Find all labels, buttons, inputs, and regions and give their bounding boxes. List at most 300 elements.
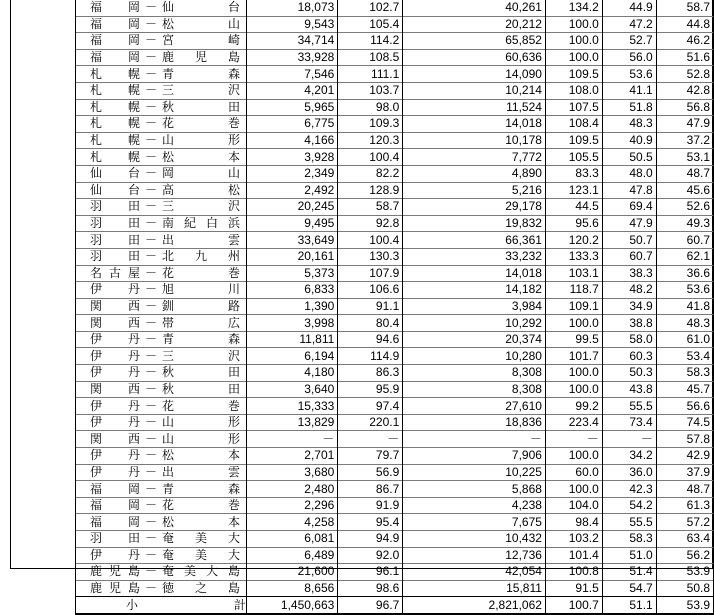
value-cell-v2: 80.4 bbox=[338, 315, 403, 332]
route-origin: 伊 丹 bbox=[90, 464, 140, 479]
value-cell-v4: 99.5 bbox=[545, 331, 602, 348]
value-cell-v3: 10,292 bbox=[403, 315, 546, 332]
route-origin: 伊 丹 bbox=[90, 398, 140, 413]
route-cell bbox=[76, 0, 247, 16]
value-cell-v2: 56.9 bbox=[338, 464, 403, 481]
route-origin: 鹿 児 島 bbox=[90, 564, 140, 579]
route-origin: 札 幌 bbox=[90, 116, 140, 131]
value-cell-v6: 47.9 bbox=[656, 116, 713, 133]
value-cell-v6: 52.8 bbox=[656, 66, 713, 83]
value-cell-v4: 103.2 bbox=[545, 531, 602, 548]
table-row bbox=[76, 215, 714, 232]
value-cell-v2: 86.3 bbox=[338, 365, 403, 382]
route-dash: － bbox=[144, 381, 157, 396]
route-destination: 花 巻 bbox=[162, 265, 240, 280]
route-destination: 仙 台 bbox=[162, 0, 240, 15]
route-destination: 奄 美 大 bbox=[162, 547, 240, 562]
route-dash: － bbox=[144, 315, 157, 330]
table-row bbox=[76, 514, 714, 531]
route-cell bbox=[76, 580, 247, 597]
route-cell bbox=[76, 531, 247, 548]
value-cell-v6: 48.7 bbox=[656, 165, 713, 182]
value-cell-v5: － bbox=[602, 431, 656, 448]
table-row bbox=[76, 564, 714, 581]
value-cell-v4: 118.7 bbox=[545, 282, 602, 299]
route-origin: 札 幌 bbox=[90, 66, 140, 81]
value-cell-v3: 14,090 bbox=[403, 66, 546, 83]
route-dash: － bbox=[144, 83, 157, 98]
table-row bbox=[76, 298, 714, 315]
value-cell-v6: 53.1 bbox=[656, 149, 713, 166]
route-cell bbox=[76, 497, 247, 514]
route-origin: 羽 田 bbox=[90, 232, 140, 247]
route-cell bbox=[76, 49, 247, 66]
value-cell-v3: 5,216 bbox=[403, 182, 546, 199]
value-cell-v1: 7,546 bbox=[247, 66, 338, 83]
route-origin: 関 西 bbox=[90, 298, 140, 313]
value-cell-v6: 42.9 bbox=[656, 448, 713, 465]
value-cell-v2: 94.9 bbox=[338, 531, 403, 548]
value-cell-v4: 223.4 bbox=[545, 414, 602, 431]
route-origin: 福 岡 bbox=[90, 16, 140, 31]
left-outer-border bbox=[10, 0, 11, 568]
value-cell-v3: 60,636 bbox=[403, 49, 546, 66]
value-cell-v3: 12,736 bbox=[403, 547, 546, 564]
value-cell-v2: 102.7 bbox=[338, 0, 403, 16]
value-cell-v5: 34.2 bbox=[602, 448, 656, 465]
value-cell-v5: 47.8 bbox=[602, 182, 656, 199]
value-cell-v1: 2,296 bbox=[247, 497, 338, 514]
route-cell bbox=[76, 149, 247, 166]
route-destination: 松 本 bbox=[162, 448, 240, 463]
value-cell-v1: 6,081 bbox=[247, 531, 338, 548]
value-cell-v4: 100.0 bbox=[545, 448, 602, 465]
value-cell-v1: 34,714 bbox=[247, 33, 338, 50]
route-destination: 帯 広 bbox=[162, 315, 240, 330]
value-cell-v1: 1,390 bbox=[247, 298, 338, 315]
value-cell-v1: 2,349 bbox=[247, 165, 338, 182]
route-cell bbox=[76, 315, 247, 332]
value-cell-v1: 6,775 bbox=[247, 116, 338, 133]
value-cell-v6: 37.9 bbox=[656, 464, 713, 481]
route-cell bbox=[76, 132, 247, 149]
route-origin: 札 幌 bbox=[90, 83, 140, 98]
route-destination: 岡 山 bbox=[162, 166, 240, 181]
value-cell-v2: 114.9 bbox=[338, 348, 403, 365]
route-dash: － bbox=[144, 298, 157, 313]
route-origin: 羽 田 bbox=[90, 249, 140, 264]
route-origin: 伊 丹 bbox=[90, 365, 140, 380]
table-row bbox=[76, 381, 714, 398]
route-destination: 秋 田 bbox=[162, 365, 240, 380]
value-cell-v1: 33,649 bbox=[247, 232, 338, 249]
route-cell bbox=[76, 547, 247, 564]
value-cell-v2: 107.9 bbox=[338, 265, 403, 282]
table-row bbox=[76, 132, 714, 149]
value-cell-v3: 40,261 bbox=[403, 0, 546, 16]
route-destination: 秋 田 bbox=[162, 99, 240, 114]
route-destination: 松 山 bbox=[162, 16, 240, 31]
value-cell-v1: 20,245 bbox=[247, 199, 338, 216]
route-cell bbox=[76, 564, 247, 581]
route-cell bbox=[76, 33, 247, 50]
route-stats-table bbox=[75, 0, 714, 615]
value-cell-v3: 8,308 bbox=[403, 381, 546, 398]
subtotal-v3: 2,821,062 bbox=[403, 597, 546, 614]
route-destination: 花 巻 bbox=[162, 498, 240, 513]
route-cell bbox=[76, 448, 247, 465]
value-cell-v4: 101.7 bbox=[545, 348, 602, 365]
route-dash: － bbox=[144, 99, 157, 114]
value-cell-v5: 44.9 bbox=[602, 0, 656, 16]
value-cell-v1: 11,811 bbox=[247, 331, 338, 348]
route-dash: － bbox=[144, 116, 157, 131]
value-cell-v5: 48.3 bbox=[602, 116, 656, 133]
route-origin: 札 幌 bbox=[90, 133, 140, 148]
value-cell-v6: 58.3 bbox=[656, 365, 713, 382]
value-cell-v2: 111.1 bbox=[338, 66, 403, 83]
value-cell-v4: 109.5 bbox=[545, 66, 602, 83]
route-origin: 伊 丹 bbox=[90, 332, 140, 347]
route-dash: － bbox=[144, 581, 157, 596]
value-cell-v3: 5,868 bbox=[403, 481, 546, 498]
route-cell bbox=[76, 82, 247, 99]
route-dash: － bbox=[144, 50, 157, 65]
route-dash: － bbox=[144, 431, 157, 446]
route-origin: 札 幌 bbox=[90, 99, 140, 114]
value-cell-v2: 108.5 bbox=[338, 49, 403, 66]
value-cell-v1: 3,640 bbox=[247, 381, 338, 398]
value-cell-v6: 74.5 bbox=[656, 414, 713, 431]
route-cell bbox=[76, 165, 247, 182]
value-cell-v4: 100.0 bbox=[545, 381, 602, 398]
value-cell-v5: 55.5 bbox=[602, 398, 656, 415]
value-cell-v1: 20,161 bbox=[247, 248, 338, 265]
value-cell-v4: 100.0 bbox=[545, 365, 602, 382]
route-origin: 福 岡 bbox=[90, 50, 140, 65]
route-dash: － bbox=[144, 16, 157, 31]
value-cell-v6: 37.2 bbox=[656, 132, 713, 149]
value-cell-v1: 2,492 bbox=[247, 182, 338, 199]
value-cell-v3: 14,018 bbox=[403, 116, 546, 133]
value-cell-v4: 103.1 bbox=[545, 265, 602, 282]
value-cell-v4: 44.5 bbox=[545, 199, 602, 216]
value-cell-v6: 57.2 bbox=[656, 514, 713, 531]
value-cell-v3: 15,811 bbox=[403, 580, 546, 597]
value-cell-v1: 5,965 bbox=[247, 99, 338, 116]
route-dash: － bbox=[144, 531, 157, 546]
value-cell-v4: 60.0 bbox=[545, 464, 602, 481]
value-cell-v3: 10,225 bbox=[403, 464, 546, 481]
route-cell bbox=[76, 365, 247, 382]
value-cell-v1: 3,680 bbox=[247, 464, 338, 481]
value-cell-v1: 2,701 bbox=[247, 448, 338, 465]
table-row bbox=[76, 464, 714, 481]
route-destination: 宮 崎 bbox=[162, 33, 240, 48]
value-cell-v6: 53.9 bbox=[656, 564, 713, 581]
route-dash: － bbox=[144, 564, 157, 579]
value-cell-v5: 52.7 bbox=[602, 33, 656, 50]
value-cell-v1: 13,829 bbox=[247, 414, 338, 431]
value-cell-v6: 53.6 bbox=[656, 282, 713, 299]
table-row bbox=[76, 199, 714, 216]
table-row bbox=[76, 365, 714, 382]
table-row bbox=[76, 232, 714, 249]
value-cell-v4: 108.4 bbox=[545, 116, 602, 133]
route-destination: 鹿 児 島 bbox=[162, 50, 240, 65]
value-cell-v6: 45.6 bbox=[656, 182, 713, 199]
table-row bbox=[76, 315, 714, 332]
route-cell bbox=[76, 248, 247, 265]
route-origin: 伊 丹 bbox=[90, 415, 140, 430]
value-cell-v2: 94.6 bbox=[338, 331, 403, 348]
subtotal-row bbox=[76, 597, 714, 614]
value-cell-v1: 4,201 bbox=[247, 82, 338, 99]
route-dash: － bbox=[144, 415, 157, 430]
table-row bbox=[76, 182, 714, 199]
route-dash: － bbox=[144, 332, 157, 347]
route-origin: 羽 田 bbox=[90, 199, 140, 214]
table-row bbox=[76, 481, 714, 498]
route-origin: 福 岡 bbox=[90, 33, 140, 48]
subtotal-label-cell bbox=[76, 597, 247, 614]
table-row bbox=[76, 580, 714, 597]
table-row bbox=[76, 16, 714, 33]
value-cell-v3: 10,432 bbox=[403, 531, 546, 548]
value-cell-v1: 9,543 bbox=[247, 16, 338, 33]
value-cell-v3: 10,280 bbox=[403, 348, 546, 365]
value-cell-v3: 10,214 bbox=[403, 82, 546, 99]
route-cell bbox=[76, 398, 247, 415]
route-origin: 伊 丹 bbox=[90, 448, 140, 463]
value-cell-v3: 18,836 bbox=[403, 414, 546, 431]
route-destination: 高 松 bbox=[162, 182, 240, 197]
value-cell-v5: 60.7 bbox=[602, 248, 656, 265]
value-cell-v1: 6,489 bbox=[247, 547, 338, 564]
value-cell-v6: 57.8 bbox=[656, 431, 713, 448]
value-cell-v2: 91.1 bbox=[338, 298, 403, 315]
value-cell-v6: 52.6 bbox=[656, 199, 713, 216]
table-row bbox=[76, 149, 714, 166]
route-origin: 鹿 児 島 bbox=[90, 581, 140, 596]
value-cell-v1: 4,166 bbox=[247, 132, 338, 149]
subtotal-v2: 96.7 bbox=[338, 597, 403, 614]
route-cell bbox=[76, 215, 247, 232]
route-dash: － bbox=[144, 182, 157, 197]
route-dash: － bbox=[144, 216, 157, 231]
route-cell bbox=[76, 464, 247, 481]
value-cell-v2: 86.7 bbox=[338, 481, 403, 498]
table-row bbox=[76, 49, 714, 66]
value-cell-v3: 19,832 bbox=[403, 215, 546, 232]
subtotal-v5: 51.1 bbox=[602, 597, 656, 614]
value-cell-v4: 123.1 bbox=[545, 182, 602, 199]
value-cell-v3: 4,238 bbox=[403, 497, 546, 514]
route-destination: 山 形 bbox=[162, 133, 240, 148]
value-cell-v4: 98.4 bbox=[545, 514, 602, 531]
table-row bbox=[76, 497, 714, 514]
route-origin: 伊 丹 bbox=[90, 547, 140, 562]
value-cell-v2: － bbox=[338, 431, 403, 448]
value-cell-v5: 51.8 bbox=[602, 99, 656, 116]
value-cell-v5: 69.4 bbox=[602, 199, 656, 216]
value-cell-v2: 106.6 bbox=[338, 282, 403, 299]
route-cell bbox=[76, 298, 247, 315]
value-cell-v2: 114.2 bbox=[338, 33, 403, 50]
value-cell-v3: 14,182 bbox=[403, 282, 546, 299]
value-cell-v3: 42,054 bbox=[403, 564, 546, 581]
value-cell-v6: 62.1 bbox=[656, 248, 713, 265]
subtotal-label-b: 計 bbox=[233, 597, 246, 612]
table-row bbox=[76, 414, 714, 431]
value-cell-v5: 36.0 bbox=[602, 464, 656, 481]
value-cell-v6: 46.2 bbox=[656, 33, 713, 50]
route-destination: 花 巻 bbox=[162, 398, 240, 413]
table-row bbox=[76, 282, 714, 299]
value-cell-v4: 108.0 bbox=[545, 82, 602, 99]
value-cell-v5: 55.5 bbox=[602, 514, 656, 531]
route-origin: 札 幌 bbox=[90, 149, 140, 164]
value-cell-v2: 92.0 bbox=[338, 547, 403, 564]
value-cell-v1: 33,928 bbox=[247, 49, 338, 66]
table-row bbox=[76, 348, 714, 365]
value-cell-v6: 61.0 bbox=[656, 331, 713, 348]
route-cell bbox=[76, 66, 247, 83]
value-cell-v5: 40.9 bbox=[602, 132, 656, 149]
value-cell-v4: 120.2 bbox=[545, 232, 602, 249]
route-cell bbox=[76, 265, 247, 282]
value-cell-v3: 66,361 bbox=[403, 232, 546, 249]
value-cell-v6: 41.8 bbox=[656, 298, 713, 315]
value-cell-v4: 133.3 bbox=[545, 248, 602, 265]
value-cell-v6: 56.6 bbox=[656, 398, 713, 415]
value-cell-v4: 99.2 bbox=[545, 398, 602, 415]
value-cell-v1: 15,333 bbox=[247, 398, 338, 415]
route-dash: － bbox=[144, 265, 157, 280]
route-cell bbox=[76, 348, 247, 365]
table-row bbox=[76, 331, 714, 348]
route-cell bbox=[76, 381, 247, 398]
route-destination: 青 森 bbox=[162, 481, 240, 496]
table-row bbox=[76, 248, 714, 265]
value-cell-v5: 48.0 bbox=[602, 165, 656, 182]
value-cell-v2: 100.4 bbox=[338, 149, 403, 166]
route-dash: － bbox=[144, 365, 157, 380]
table-row bbox=[76, 0, 714, 16]
table-row bbox=[76, 116, 714, 133]
value-cell-v1: 4,258 bbox=[247, 514, 338, 531]
route-origin: 福 岡 bbox=[90, 481, 140, 496]
route-destination: 青 森 bbox=[162, 332, 240, 347]
route-origin: 福 岡 bbox=[90, 0, 140, 15]
route-destination: 南 紀 白 浜 bbox=[162, 216, 240, 231]
value-cell-v6: 53.4 bbox=[656, 348, 713, 365]
value-cell-v4: 100.0 bbox=[545, 481, 602, 498]
value-cell-v4: 105.5 bbox=[545, 149, 602, 166]
value-cell-v6: 50.8 bbox=[656, 580, 713, 597]
value-cell-v1: 3,998 bbox=[247, 315, 338, 332]
route-origin: 福 岡 bbox=[90, 514, 140, 529]
value-cell-v4: 100.0 bbox=[545, 16, 602, 33]
route-dash: － bbox=[144, 249, 157, 264]
value-cell-v5: 38.8 bbox=[602, 315, 656, 332]
value-cell-v5: 50.5 bbox=[602, 149, 656, 166]
route-cell bbox=[76, 514, 247, 531]
value-cell-v3: 27,610 bbox=[403, 398, 546, 415]
value-cell-v3: 4,890 bbox=[403, 165, 546, 182]
route-destination: 秋 田 bbox=[162, 381, 240, 396]
value-cell-v6: 56.8 bbox=[656, 99, 713, 116]
value-cell-v4: 95.6 bbox=[545, 215, 602, 232]
value-cell-v2: 103.7 bbox=[338, 82, 403, 99]
value-cell-v2: 105.4 bbox=[338, 16, 403, 33]
table-row bbox=[76, 66, 714, 83]
route-cell bbox=[76, 282, 247, 299]
value-cell-v1: 18,073 bbox=[247, 0, 338, 16]
route-destination: 徳 之 島 bbox=[162, 581, 240, 596]
table-row bbox=[76, 531, 714, 548]
subtotal-label-a: 小 bbox=[126, 597, 139, 612]
value-cell-v2: 120.3 bbox=[338, 132, 403, 149]
subtotal-v1: 1,450,663 bbox=[247, 597, 338, 614]
route-dash: － bbox=[144, 547, 157, 562]
value-cell-v6: 48.7 bbox=[656, 481, 713, 498]
value-cell-v2: 97.4 bbox=[338, 398, 403, 415]
value-cell-v4: 100.8 bbox=[545, 564, 602, 581]
value-cell-v3: 8,308 bbox=[403, 365, 546, 382]
value-cell-v1: 4,180 bbox=[247, 365, 338, 382]
route-origin: 羽 田 bbox=[90, 216, 140, 231]
value-cell-v3: 11,524 bbox=[403, 99, 546, 116]
value-cell-v6: 60.7 bbox=[656, 232, 713, 249]
value-cell-v2: 82.2 bbox=[338, 165, 403, 182]
value-cell-v4: 101.4 bbox=[545, 547, 602, 564]
table-row bbox=[76, 165, 714, 182]
value-cell-v1: 8,656 bbox=[247, 580, 338, 597]
value-cell-v1: 21,600 bbox=[247, 564, 338, 581]
route-dash: － bbox=[144, 232, 157, 247]
route-dash: － bbox=[144, 66, 157, 81]
value-cell-v6: 44.8 bbox=[656, 16, 713, 33]
value-cell-v4: 104.0 bbox=[545, 497, 602, 514]
route-destination: 旭 川 bbox=[162, 282, 240, 297]
value-cell-v6: 42.8 bbox=[656, 82, 713, 99]
table-body bbox=[76, 0, 714, 614]
value-cell-v3: 10,178 bbox=[403, 132, 546, 149]
route-cell bbox=[76, 182, 247, 199]
route-dash: － bbox=[144, 464, 157, 479]
value-cell-v6: 48.3 bbox=[656, 315, 713, 332]
table-row bbox=[76, 99, 714, 116]
value-cell-v2: 128.9 bbox=[338, 182, 403, 199]
value-cell-v5: 47.2 bbox=[602, 16, 656, 33]
route-dash: － bbox=[144, 0, 157, 15]
route-origin: 仙 台 bbox=[90, 182, 140, 197]
value-cell-v2: 109.3 bbox=[338, 116, 403, 133]
route-cell bbox=[76, 232, 247, 249]
value-cell-v4: 109.5 bbox=[545, 132, 602, 149]
value-cell-v2: 220.1 bbox=[338, 414, 403, 431]
value-cell-v4: 100.0 bbox=[545, 315, 602, 332]
value-cell-v6: 56.2 bbox=[656, 547, 713, 564]
value-cell-v1: 2,480 bbox=[247, 481, 338, 498]
route-dash: － bbox=[144, 133, 157, 148]
route-cell bbox=[76, 199, 247, 216]
route-destination: 釧 路 bbox=[162, 298, 240, 313]
route-dash: － bbox=[144, 448, 157, 463]
value-cell-v5: 60.3 bbox=[602, 348, 656, 365]
route-destination: 花 巻 bbox=[162, 116, 240, 131]
